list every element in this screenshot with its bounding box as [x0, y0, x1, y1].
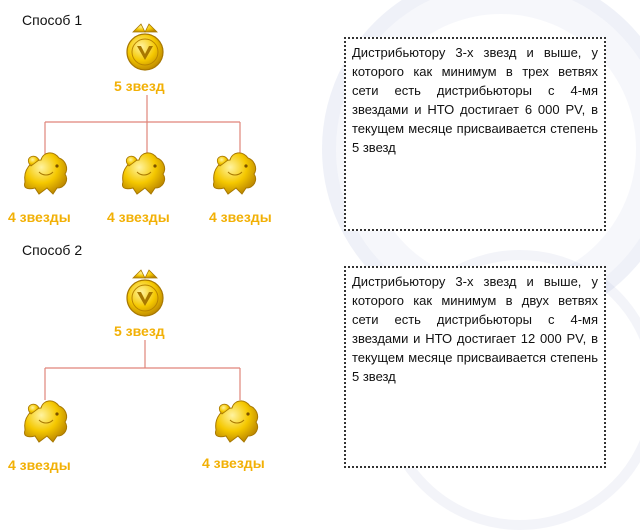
method2-connectors — [45, 340, 240, 400]
gold-lion-icon — [215, 401, 257, 442]
method1-label: Способ 1 — [22, 12, 83, 28]
method1-top-rank: 5 звезд — [114, 78, 165, 94]
method1-child-rank-2: 4 звезды — [107, 209, 170, 225]
method2-child-rank-2: 4 звезды — [202, 455, 265, 471]
gold-lion-icon — [24, 153, 66, 194]
gold-lion-icon — [24, 401, 66, 442]
gold-medal-icon — [127, 24, 163, 70]
gold-medal-icon — [127, 270, 163, 316]
method1-child-rank-1: 4 звезды — [8, 209, 71, 225]
method1-child-rank-3: 4 звезды — [209, 209, 272, 225]
gold-lion-icon — [213, 153, 255, 194]
gold-lion-icon — [122, 153, 164, 194]
method1-connectors — [45, 95, 240, 155]
method2-top-rank: 5 звезд — [114, 323, 165, 339]
method1-description-box: Дистрибьютору 3-х звезд и выше, у которого как минимум в трех ветвях сети есть дистрибьюторы с 4-мя звездами и НТО достигает 6 000 PV, в текущем месяце присваивается степень 5 звезд — [344, 37, 606, 231]
method2-child-rank-1: 4 звезды — [8, 457, 71, 473]
method2-label: Способ 2 — [22, 242, 83, 258]
method2-description-box: Дистрибьютору 3-х звезд и выше, у которого как минимум в двух ветвях сети есть дистрибьюторы с 4-мя звездами и НТО достигает 12 000 PV, в текущем месяце присваивается степень 5 звезд — [344, 266, 606, 468]
